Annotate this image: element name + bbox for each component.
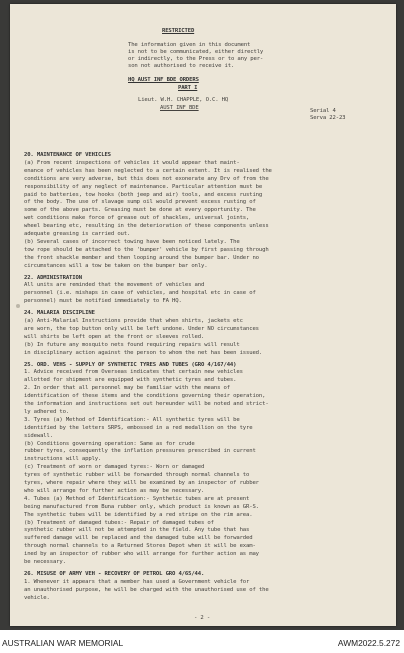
body-line: suffered damage will be replaced and the damaged tube will be forwarded (24, 535, 253, 542)
body-line: through normal channels to a Returned Stores Depot when it will be exam- (24, 543, 256, 550)
security-notice-line: or indirectly, to the Press or to any per- (128, 56, 264, 62)
body-line: (a) From recent inspections of vehicles it would appear that maint- (24, 159, 240, 166)
body-line: 3. Tyres (a) Method of Identification:- All synthetic tyres will be (24, 416, 240, 423)
document-page (10, 4, 396, 626)
body-line: ined by an inspector of rubber who will arrange for further action as may (24, 551, 259, 558)
body-line: 1. Whenever it appears that a member has used a Government vehicle for (24, 578, 250, 585)
section-heading: 25. ORD. VEHS - SUPPLY OF SYNTHETIC TYRES AND TUBES (GRO 4/167/44) (24, 361, 237, 368)
body-line: (b) In future any mosquito nets found requiring repairs will result (24, 341, 240, 348)
body-line: of the body. The use of slavage sump oil would prevent excess rusting of (24, 199, 256, 206)
body-line: responsibility of any neglect of maintenance. Particular attention must be (24, 183, 263, 190)
security-notice-line: is not to be communicated, either directly (128, 49, 264, 55)
body-line: are worn, the top button only will be left undone. Under NO circumstances (24, 325, 259, 332)
body-line: adequate greasing is carried out. (24, 231, 131, 237)
body-line: (b) Treatment of damaged tubes:- Repair of damaged tubes of (24, 519, 214, 526)
body-line: 4. Tubes (a) Method of Identification:- Synthetic tubes are at present (24, 495, 250, 502)
body-line: synthetic rubber will not be attempted in the field. Any tube that has (24, 527, 250, 534)
body-line: be necessary. (24, 559, 66, 565)
body-line: (a) Anti-Malarial Instructions provide that when shirts, jackets etc (24, 318, 243, 324)
body-line: ly adhered to. (24, 408, 70, 415)
security-notice-line: son not authorised to receive it. (128, 63, 235, 69)
body-line: tyres, where repair where they will be examined by an inspector of rubber (24, 480, 259, 486)
section-heading: 26. MISUSE OF ARMY VEH - RECOVERY OF PETROL GRO 4/65/44. (24, 570, 205, 577)
body-line: 1. Advice received from Overseas indicates that certain new vehicles (24, 369, 243, 376)
accession-number: AWM2022.5.272 (337, 638, 400, 648)
officer-line: Lieut. W.H. CHAPPLE, O.C. HQ (138, 97, 229, 103)
body-line: the front shackle member and then looping around the bumper bar. Under no (24, 254, 259, 261)
body-line: All units are reminded that the movement of vehicles and (24, 282, 205, 289)
punch-hole (16, 304, 20, 308)
body-line: circumstances will a tow be taken on the bumper bar only. (24, 262, 208, 269)
body-line: sidewall. (24, 432, 53, 439)
body-line: (b) Conditions governing operation: Same as for crude (24, 440, 195, 447)
serial-date: Serva 22-23 (310, 115, 346, 121)
body-line: wheel bearing etc, resulting in the deterioration of these components unless (24, 223, 269, 230)
body-line: tow rope should be attached to the 'bumper' vehicle by first passing through (24, 246, 269, 253)
section-heading: 22. ADMINISTRATION (24, 274, 82, 281)
body-line: an unauthorised purpose, he will be charged with the unauthorised use of the (24, 586, 269, 593)
page-number: - 2 - (194, 615, 211, 621)
body-line: personnel) must be notified immediately to FA HQ. (24, 298, 182, 305)
body-line: 2. In order that all personnel may be familiar with the means of (24, 385, 230, 392)
body-line: instructions will apply. (24, 456, 102, 463)
section-heading: 20. MAINTENANCE OF VEHICLES (24, 152, 111, 158)
body-line: the information and instructions set out hereunder will be noted and strict- (24, 401, 269, 407)
orders-title: HQ AUST INF BDE ORDERS (128, 77, 199, 83)
body-line: vehicle. (24, 594, 50, 601)
body-line: enance of vehicles has been neglected to a certain extent. It is realised the (24, 167, 272, 174)
body-line: who will arrange for further action as may be necessary. (24, 487, 205, 494)
orders-part: PART I (178, 85, 198, 91)
security-notice-line: The information given in this document (128, 42, 251, 48)
body-line: identified by the letters SRPS, embossed in a red medallion on the tyre (24, 424, 253, 431)
body-line: The synthetic tubes will be identified by a red stripe on the rim area. (24, 511, 253, 518)
body-line: (c) Treatment of worn or damaged tyres:- Worn or damaged (24, 464, 205, 471)
body-line: personnel (i.e. mishaps in case of vehicles, and hospital etc in case of (24, 290, 256, 297)
body-line: conditions are very adverse, but this does not exonerate any Drv of from the (24, 175, 269, 182)
body-line: in disciplinary action against the person to whom the net has been issued. (24, 349, 263, 356)
body-line: wet conditions make force of grease out of shackles, universal joints, (24, 215, 250, 222)
serial-number: Serial 4 (310, 108, 336, 114)
body-line: paid to batteries, tow hooks (both jeep and air) tools, and excess rusting (24, 191, 263, 198)
body-line: allotted for shipment are equipped with synthetic tyres and tubes. (24, 377, 237, 384)
section-heading: 24. MALARIA DISCIPLINE (24, 310, 95, 317)
body-line: being manufactured from Buna rubber only, which product is known as GR-S. (24, 503, 259, 510)
archive-credit: AUSTRALIAN WAR MEMORIAL (2, 638, 124, 648)
unit-subtitle: AUST INF BDE (160, 105, 199, 111)
restricted-heading: RESTRICTED (162, 28, 195, 34)
body-line: some of the above parts. Greasing must be done at every opportunity. The (24, 207, 256, 214)
body-line: rubber tyres, consequently the inflation pressures prescribed in current (24, 448, 256, 455)
body-line: will shirts be left open at the front or sleeves rolled. (24, 333, 205, 340)
body-line: tyres of synthetic rubber will be forwarded through normal channels to (24, 472, 250, 479)
body-line: (b) Several cases of incorrect towing have been noticed lately. The (24, 238, 240, 245)
body-line: identification of these items and the conditions governing their operation, (24, 393, 266, 400)
